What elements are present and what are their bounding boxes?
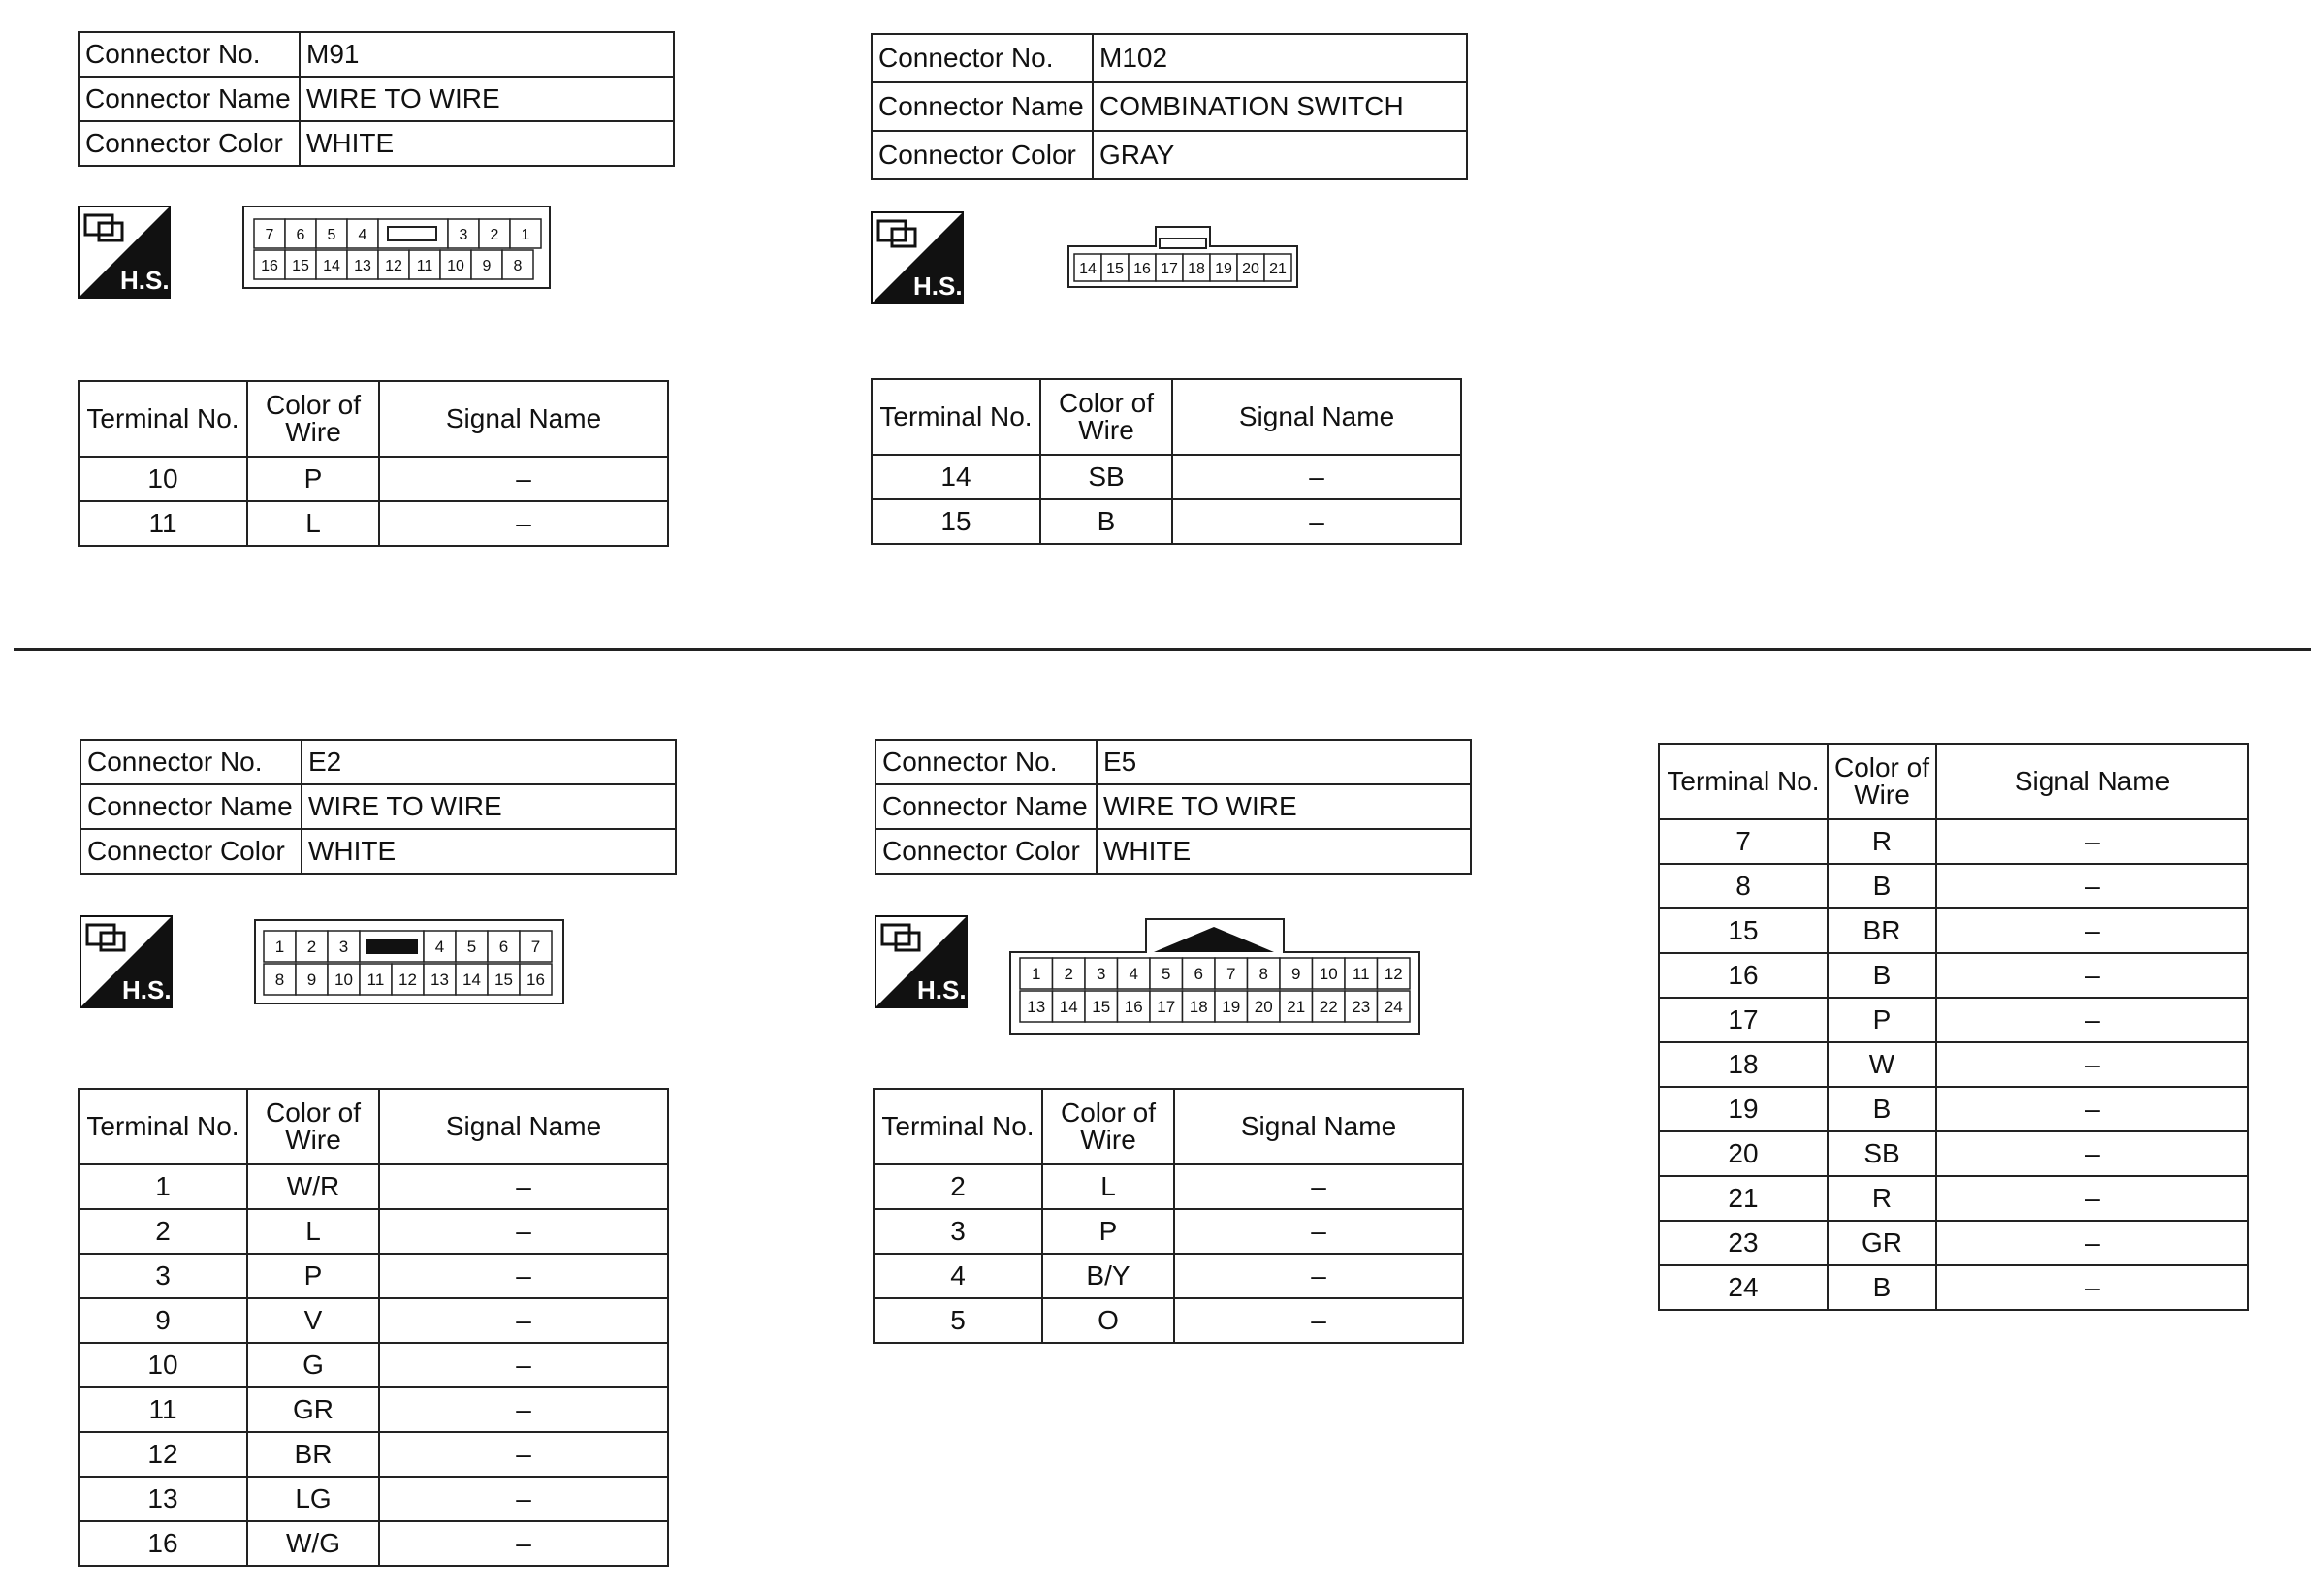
table-row: [79, 501, 668, 546]
signal-name-cell: –: [379, 501, 668, 546]
signal-name-cell: –: [1936, 1265, 2248, 1310]
table-row: [79, 1432, 668, 1477]
pin-label: 12: [1384, 965, 1403, 984]
connector-info-e2: [80, 739, 677, 875]
table-row: [1659, 1042, 2248, 1087]
section-divider: [14, 648, 2311, 651]
pin-label: 5: [327, 226, 336, 243]
pin-label: 15: [494, 971, 513, 990]
header-terminal-no: Terminal No.: [79, 1089, 247, 1164]
pin-label: 8: [274, 971, 285, 990]
pin-label: 21: [1287, 998, 1306, 1017]
signal-name-cell: –: [1936, 953, 2248, 998]
signal-name-cell: –: [1936, 1221, 2248, 1265]
terminal-no-cell: 14: [872, 455, 1040, 499]
signal-name-cell: –: [379, 1164, 668, 1209]
wire-color-cell: LG: [247, 1477, 379, 1521]
pin-label: 11: [1352, 965, 1370, 984]
connector-no-value: M102: [1093, 34, 1467, 82]
table-row: [874, 1209, 1463, 1254]
wire-color-cell: P: [247, 457, 379, 501]
pin-label: 5: [466, 938, 477, 957]
pin-label: 12: [385, 257, 402, 274]
terminal-no-cell: 23: [1659, 1221, 1828, 1265]
label-connector-no: Connector No.: [80, 740, 302, 784]
wire-color-cell: B/Y: [1042, 1254, 1174, 1298]
table-row: [79, 1209, 668, 1254]
wire-color-cell: BR: [247, 1432, 379, 1477]
pin-label: 6: [1194, 965, 1203, 984]
terminal-table-e2: [78, 1088, 669, 1567]
table-row: [874, 1254, 1463, 1298]
terminal-table-e5-continued: [1658, 743, 2249, 1311]
connector-no-value: E2: [302, 740, 676, 784]
wire-color-cell: P: [1828, 998, 1936, 1042]
pin-label: 12: [398, 971, 417, 990]
connector-color-value: WHITE: [300, 121, 674, 166]
hs-label: H.S.: [917, 975, 967, 1004]
terminal-no-cell: 4: [874, 1254, 1042, 1298]
connector-name-value: WIRE TO WIRE: [1097, 784, 1471, 829]
pin-label: 20: [1254, 998, 1273, 1017]
terminal-no-cell: 3: [79, 1254, 247, 1298]
pin-label: 17: [1157, 998, 1176, 1017]
table-row: [79, 1343, 668, 1387]
signal-name-cell: –: [379, 1387, 668, 1432]
wire-color-cell: P: [1042, 1209, 1174, 1254]
pin-label: 4: [358, 226, 367, 243]
terminal-no-cell: 16: [79, 1521, 247, 1566]
pin-label: 17: [1161, 260, 1178, 277]
table-row: [1659, 998, 2248, 1042]
label-connector-color: Connector Color: [872, 131, 1093, 179]
signal-name-cell: –: [1936, 1131, 2248, 1176]
header-signal-name: Signal Name: [1174, 1089, 1463, 1164]
terminal-table-e5: [873, 1088, 1464, 1344]
pin-label: 16: [1124, 998, 1143, 1017]
pin-label: 2: [306, 938, 317, 957]
terminal-no-cell: 15: [872, 499, 1040, 544]
terminal-no-cell: 15: [1659, 908, 1828, 953]
header-signal-name: Signal Name: [379, 1089, 668, 1164]
terminal-no-cell: 19: [1659, 1087, 1828, 1131]
connector-face-m102: [1066, 223, 1299, 291]
table-row: [872, 499, 1461, 544]
pin-label: 1: [1032, 965, 1041, 984]
connector-key: [1160, 239, 1206, 248]
wire-color-cell: GR: [1828, 1221, 1936, 1265]
connector-info-e5: [875, 739, 1472, 875]
header-color-of-wire: Color of Wire: [1828, 744, 1936, 819]
signal-name-cell: –: [1174, 1298, 1463, 1343]
label-connector-name: Connector Name: [875, 784, 1097, 829]
label-connector-name: Connector Name: [79, 77, 300, 121]
pin-label: 1: [521, 226, 530, 243]
harness-side-icon: [80, 915, 173, 1008]
connector-color-value: WHITE: [302, 829, 676, 874]
pin-label: 13: [430, 971, 449, 990]
terminal-no-cell: 11: [79, 501, 247, 546]
table-row: [872, 455, 1461, 499]
wire-color-cell: B: [1828, 1087, 1936, 1131]
wire-color-cell: R: [1828, 819, 1936, 864]
signal-name-cell: –: [379, 457, 668, 501]
signal-name-cell: –: [1936, 819, 2248, 864]
pin-label: 14: [462, 971, 481, 990]
signal-name-cell: –: [1174, 1164, 1463, 1209]
table-row: [79, 457, 668, 501]
label-connector-color: Connector Color: [79, 121, 300, 166]
terminal-no-cell: 7: [1659, 819, 1828, 864]
pin-label: 10: [334, 971, 353, 990]
pin-label: 20: [1242, 260, 1259, 277]
label-connector-color: Connector Color: [80, 829, 302, 874]
table-row: [1659, 1221, 2248, 1265]
header-signal-name: Signal Name: [1936, 744, 2248, 819]
header-color-of-wire: Color of Wire: [247, 381, 379, 457]
harness-side-icon: [871, 211, 964, 304]
pin-label: 7: [265, 226, 274, 243]
terminal-no-cell: 5: [874, 1298, 1042, 1343]
wire-color-cell: B: [1828, 864, 1936, 908]
wire-color-cell: B: [1828, 1265, 1936, 1310]
pin-label: 10: [447, 257, 464, 274]
pin-label: 14: [323, 257, 340, 274]
label-connector-no: Connector No.: [875, 740, 1097, 784]
header-color-of-wire: Color of Wire: [247, 1089, 379, 1164]
pin-label: 4: [1129, 965, 1138, 984]
pin-label: 3: [338, 938, 349, 957]
pin-label: 9: [482, 257, 492, 274]
table-row: [79, 1521, 668, 1566]
pin-label: 4: [434, 938, 445, 957]
wire-color-cell: W/G: [247, 1521, 379, 1566]
header-terminal-no: Terminal No.: [874, 1089, 1042, 1164]
header-terminal-no: Terminal No.: [872, 379, 1040, 455]
table-row: [79, 1387, 668, 1432]
connector-key: [388, 227, 436, 240]
table-row: [79, 1164, 668, 1209]
pin-label: 9: [306, 971, 317, 990]
wire-color-cell: B: [1828, 953, 1936, 998]
pin-label: 22: [1319, 998, 1338, 1017]
connector-color-value: WHITE: [1097, 829, 1471, 874]
terminal-no-cell: 21: [1659, 1176, 1828, 1221]
wire-color-cell: L: [247, 501, 379, 546]
hs-label: H.S.: [913, 271, 963, 301]
terminal-no-cell: 11: [79, 1387, 247, 1432]
pin-label: 13: [354, 257, 371, 274]
table-row: [79, 1477, 668, 1521]
table-row: [79, 1298, 668, 1343]
wire-color-cell: W: [1828, 1042, 1936, 1087]
terminal-no-cell: 3: [874, 1209, 1042, 1254]
table-row: [1659, 1087, 2248, 1131]
wire-color-cell: O: [1042, 1298, 1174, 1343]
label-connector-color: Connector Color: [875, 829, 1097, 874]
pin-label: 10: [1319, 965, 1338, 984]
terminal-no-cell: 17: [1659, 998, 1828, 1042]
terminal-no-cell: 2: [79, 1209, 247, 1254]
signal-name-cell: –: [1936, 908, 2248, 953]
terminal-no-cell: 20: [1659, 1131, 1828, 1176]
pin-label: 3: [459, 226, 468, 243]
terminal-no-cell: 24: [1659, 1265, 1828, 1310]
table-row: [1659, 1131, 2248, 1176]
signal-name-cell: –: [1936, 998, 2248, 1042]
pin-label: 3: [1097, 965, 1106, 984]
wire-color-cell: SB: [1828, 1131, 1936, 1176]
signal-name-cell: –: [379, 1298, 668, 1343]
table-row: [874, 1298, 1463, 1343]
table-row: [1659, 864, 2248, 908]
pin-label: 5: [1162, 965, 1171, 984]
wire-color-cell: BR: [1828, 908, 1936, 953]
terminal-no-cell: 13: [79, 1477, 247, 1521]
pin-label: 19: [1222, 998, 1241, 1017]
signal-name-cell: –: [379, 1254, 668, 1298]
table-row: [79, 1254, 668, 1298]
terminal-no-cell: 1: [79, 1164, 247, 1209]
pin-label: 1: [274, 938, 285, 957]
signal-name-cell: –: [379, 1477, 668, 1521]
pin-label: 6: [296, 226, 305, 243]
pin-label: 24: [1384, 998, 1403, 1017]
pin-label: 18: [1188, 260, 1205, 277]
connector-no-value: E5: [1097, 740, 1471, 784]
pin-label: 13: [1027, 998, 1046, 1017]
signal-name-cell: –: [379, 1343, 668, 1387]
table-row: [874, 1164, 1463, 1209]
label-connector-no: Connector No.: [79, 32, 300, 77]
table-row: [1659, 819, 2248, 864]
connector-face-e2: [254, 919, 564, 1006]
pin-label: 2: [1064, 965, 1073, 984]
table-row: [1659, 953, 2248, 998]
pin-label: 18: [1189, 998, 1208, 1017]
header-signal-name: Signal Name: [379, 381, 668, 457]
table-row: [1659, 1176, 2248, 1221]
signal-name-cell: –: [379, 1432, 668, 1477]
connector-color-value: GRAY: [1093, 131, 1467, 179]
wire-color-cell: W/R: [247, 1164, 379, 1209]
signal-name-cell: –: [379, 1209, 668, 1254]
terminal-no-cell: 10: [79, 1343, 247, 1387]
label-connector-name: Connector Name: [872, 82, 1093, 131]
connector-info-m102: [871, 33, 1468, 180]
signal-name-cell: –: [1936, 1176, 2248, 1221]
table-row: [1659, 1265, 2248, 1310]
connector-name-value: WIRE TO WIRE: [300, 77, 674, 121]
connector-info-m91: [78, 31, 675, 167]
pin-label: 14: [1059, 998, 1078, 1017]
wire-color-cell: R: [1828, 1176, 1936, 1221]
wire-color-cell: GR: [247, 1387, 379, 1432]
terminal-no-cell: 2: [874, 1164, 1042, 1209]
signal-name-cell: –: [1172, 455, 1461, 499]
pin-label: 14: [1079, 260, 1097, 277]
hs-label: H.S.: [122, 975, 172, 1004]
connector-face-m91: [242, 206, 551, 289]
label-connector-no: Connector No.: [872, 34, 1093, 82]
signal-name-cell: –: [1174, 1254, 1463, 1298]
harness-side-icon: [875, 915, 968, 1008]
pin-label: 6: [498, 938, 509, 957]
wire-color-cell: L: [247, 1209, 379, 1254]
signal-name-cell: –: [379, 1521, 668, 1566]
pin-label: 16: [261, 257, 278, 274]
signal-name-cell: –: [1174, 1209, 1463, 1254]
terminal-no-cell: 12: [79, 1432, 247, 1477]
pin-label: 23: [1352, 998, 1371, 1017]
hs-label: H.S.: [120, 266, 170, 295]
connector-face-e5: [1008, 915, 1421, 1035]
pin-label: 7: [530, 938, 541, 957]
terminal-no-cell: 18: [1659, 1042, 1828, 1087]
table-row: [1659, 908, 2248, 953]
pin-label: 2: [490, 226, 499, 243]
wire-color-cell: SB: [1040, 455, 1172, 499]
harness-side-icon: [78, 206, 171, 299]
terminal-no-cell: 16: [1659, 953, 1828, 998]
header-color-of-wire: Color of Wire: [1042, 1089, 1174, 1164]
wire-color-cell: P: [247, 1254, 379, 1298]
pin-label: 11: [366, 971, 385, 990]
pin-label: 15: [292, 257, 309, 274]
connector-no-value: M91: [300, 32, 674, 77]
wire-color-cell: L: [1042, 1164, 1174, 1209]
signal-name-cell: –: [1936, 1087, 2248, 1131]
pin-label: 15: [1106, 260, 1124, 277]
signal-name-cell: –: [1936, 864, 2248, 908]
wire-color-cell: V: [247, 1298, 379, 1343]
pin-label: 16: [1133, 260, 1151, 277]
terminal-table-m91: [78, 380, 669, 547]
terminal-table-m102: [871, 378, 1462, 545]
header-terminal-no: Terminal No.: [79, 381, 247, 457]
pin-label: 16: [526, 971, 545, 990]
connector-name-value: COMBINATION SWITCH: [1093, 82, 1467, 131]
wire-color-cell: B: [1040, 499, 1172, 544]
pin-label: 8: [513, 257, 523, 274]
pin-label: 21: [1269, 260, 1287, 277]
terminal-no-cell: 9: [79, 1298, 247, 1343]
pin-label: 11: [416, 257, 433, 274]
wire-color-cell: G: [247, 1343, 379, 1387]
header-signal-name: Signal Name: [1172, 379, 1461, 455]
pin-label: 7: [1226, 965, 1236, 984]
pin-label: 8: [1258, 965, 1268, 984]
connector-key: [366, 939, 418, 954]
terminal-no-cell: 10: [79, 457, 247, 501]
label-connector-name: Connector Name: [80, 784, 302, 829]
signal-name-cell: –: [1172, 499, 1461, 544]
connector-name-value: WIRE TO WIRE: [302, 784, 676, 829]
pin-label: 15: [1092, 998, 1111, 1017]
pin-label: 19: [1215, 260, 1232, 277]
header-terminal-no: Terminal No.: [1659, 744, 1828, 819]
terminal-no-cell: 8: [1659, 864, 1828, 908]
header-color-of-wire: Color of Wire: [1040, 379, 1172, 455]
pin-label: 9: [1291, 965, 1301, 984]
signal-name-cell: –: [1936, 1042, 2248, 1087]
